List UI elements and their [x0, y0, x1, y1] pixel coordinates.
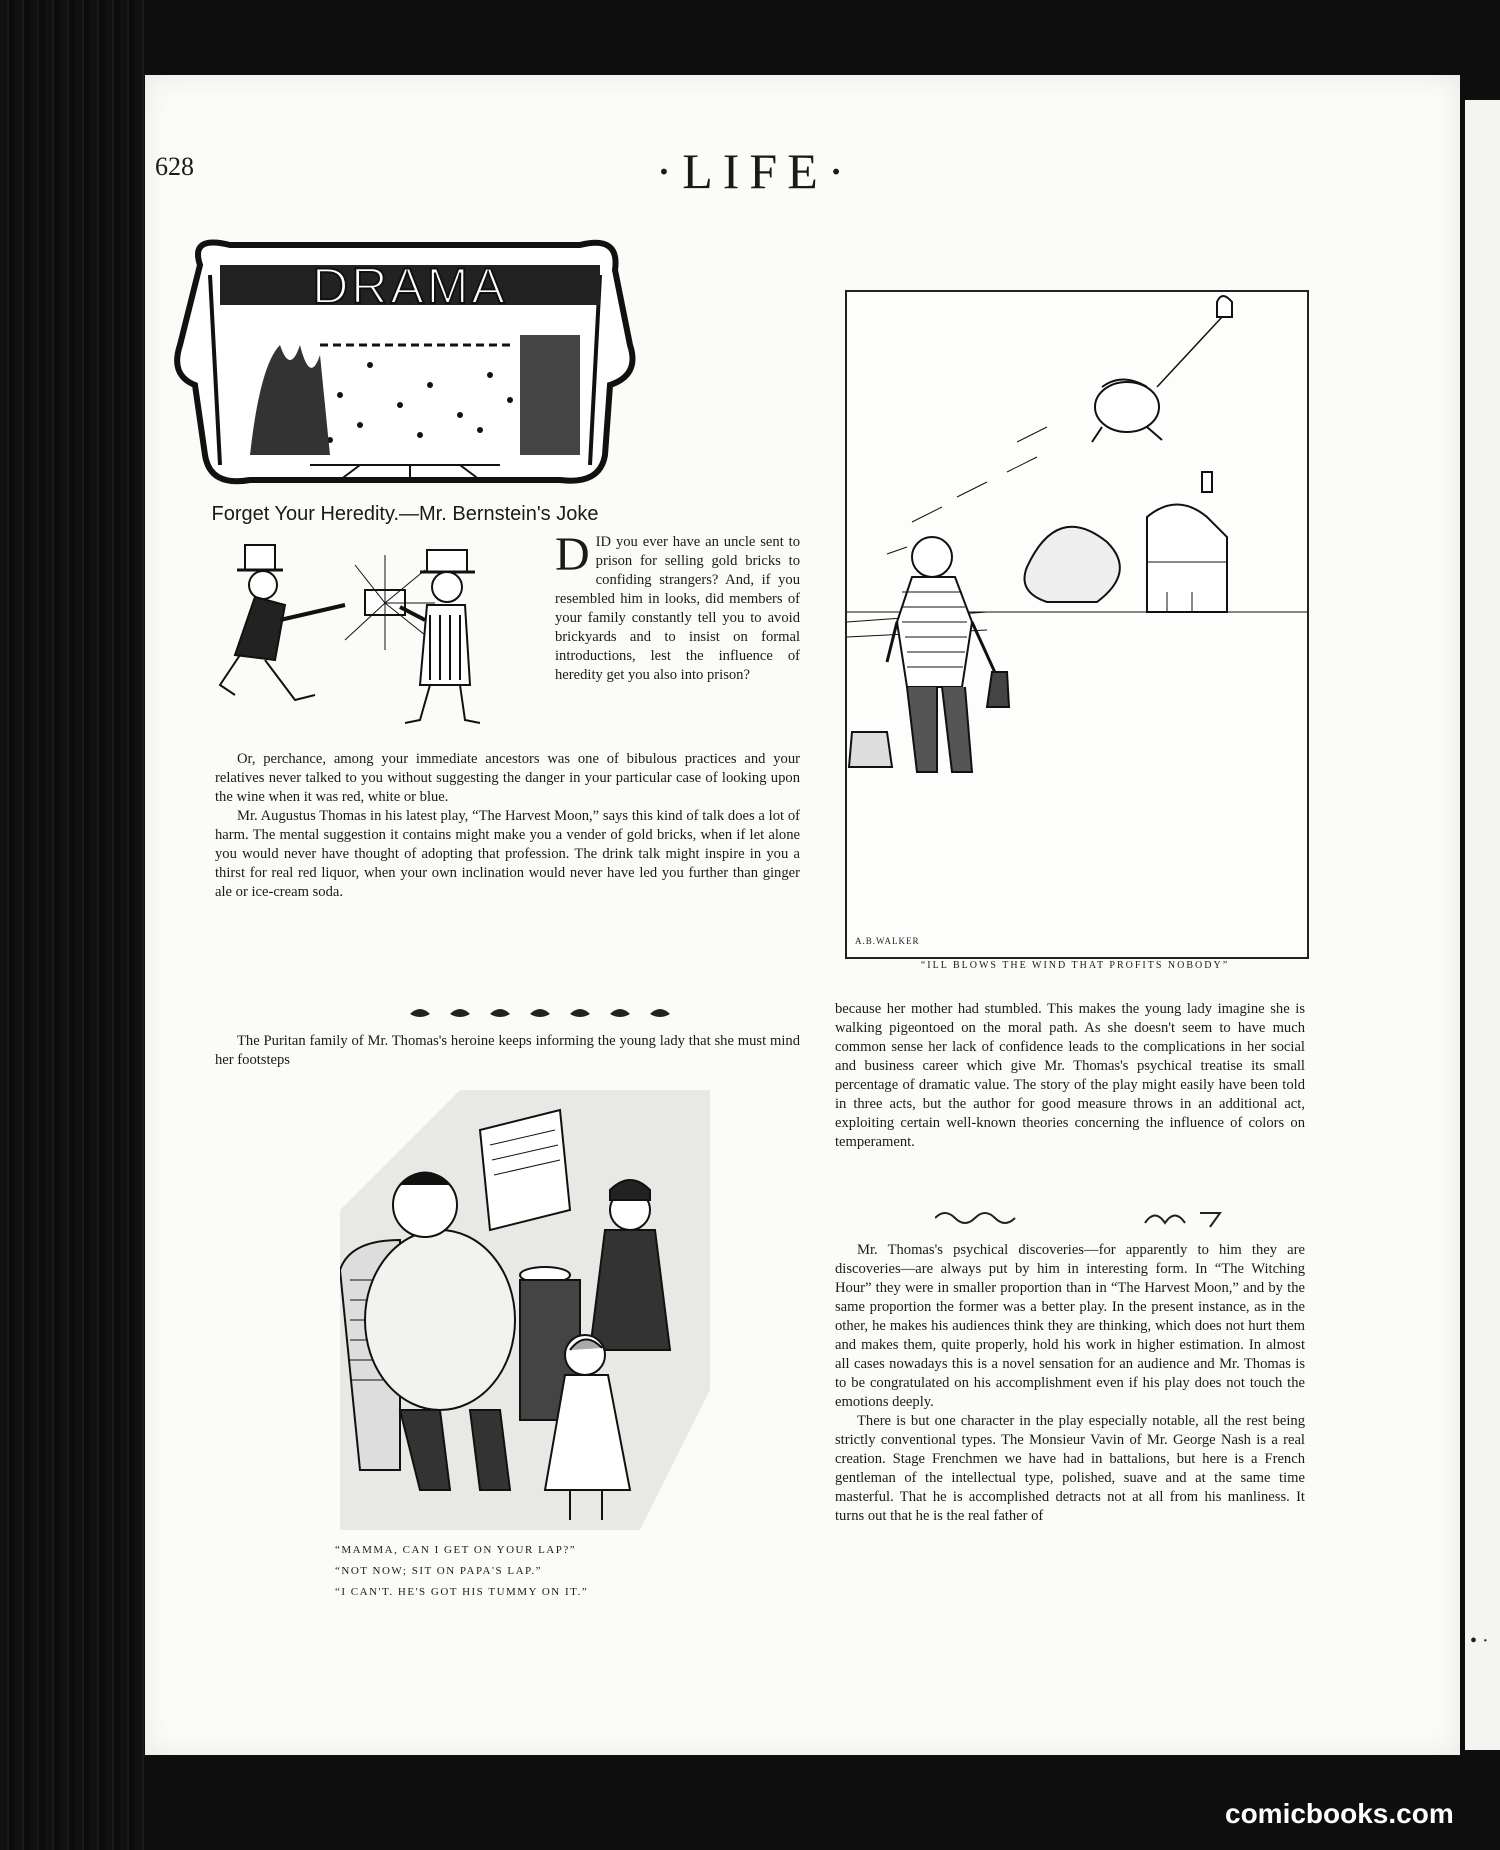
paragraph-ancestors: Or, perchance, among your immediate ancestors was one of bibulous practices and your relatives never talked to you without suggesting the danger in your particular case of looking upon the wine when it was red, white or blue. [215, 751, 800, 805]
family-cartoon-caption [335, 1540, 715, 1603]
paragraph-mother-stumbled: because her mother had stumbled. This makes the young lady imagine she is walking pigeontoed on the moral path. As she doesn't seem to have much common sense her lack of confidence leads to the complications in her social and business career which give Mr. Thomas's psychical treatise its small percentage of dramatic value. The story of the play might easily have been told in three acts, but the author for good measure throws in an additional act, exploiting certain well-known theories concerning the influence of colors on temperament. [835, 1001, 1305, 1150]
paragraph-psychical-discoveries: Mr. Thomas's psychical discoveries—for apparently to him they are discoveries—are always put by him in interesting form. In “The Witching Hour” they were in smaller proportion than in “The Harvest Moon,” and by the same proportion the former was a better play. In the present instance, as in the other, he makes his audiences think they are thinking, which does not hurt them and makes them, quite properly, hold his work in higher estimation. In almost all cases nowadays this is a novel sensation for an audience and Mr. Thomas is to be congratulated on his accomplishment even if his play does not touch the emotions deeply. [835, 1242, 1305, 1410]
intro-paragraph [555, 528, 800, 685]
section-divider-ornament-right [935, 1205, 1235, 1231]
caption-line-2: “NOT NOW; SIT ON PAPA'S LAP.” [335, 1565, 543, 1577]
scanner-edge [0, 0, 145, 1850]
paragraph-harvest-moon: Mr. Augustus Thomas in his latest play, “The Harvest Moon,” says this kind of talk does a lot of harm. The mental suggestion it contains might make you a vender of gold bricks, when if let alone you would never have thought of adopting that profession. The drink talk might inspire in you a thirst for real red liquor, when your own inclination would never have led you further than ginger ale or ice-cream soda. [215, 808, 800, 900]
wind-cartoon-signature: A.B.WALKER [855, 936, 920, 946]
drama-banner-illustration [160, 225, 650, 490]
wind-cartoon-illustration [847, 292, 1307, 957]
article-headline: Forget Your Heredity.—Mr. Bernstein's Joke [211, 503, 599, 525]
page-number: 628 [155, 152, 194, 181]
caption-line-1: “MAMMA, CAN I GET ON YOUR LAP?” [335, 1544, 577, 1556]
facing-page-edge [1465, 100, 1500, 1750]
paragraph-puritan-family: The Puritan family of Mr. Thomas's heroine keeps informing the young lady that she must mind her footsteps [215, 1033, 800, 1068]
wind-cartoon-frame [845, 290, 1309, 959]
intro-text: ID you ever have an uncle sent to prison for selling gold bricks to confiding strangers? And, if you resembled him in looks, did members of your family constantly tell you to avoid brickyards and to insist on formal introductions, lest the influence of heredity get you also into prison? [555, 534, 800, 683]
facing-page-marks: • · [1470, 1630, 1489, 1652]
paragraph-character-notable: There is but one character in the play especially notable, all the rest being strictly conventional types. The Monsieur Vavin of Mr. George Nash is a real creation. Stage Frenchmen we have had in battalions, but here is a French gentleman of the intellectual type, polished, suave and at the same time masterful. That he is accomplished detracts not at all from his manliness. It turns out that he is the real father of [835, 1413, 1305, 1524]
gold-brick-cartoon [215, 535, 545, 735]
masthead: ·LIFE· [655, 143, 855, 199]
drama-banner-title: DRAMA [312, 258, 508, 314]
wind-cartoon-caption: “ILL BLOWS THE WIND THAT PROFITS NOBODY” [920, 960, 1230, 971]
right-column-continuation [835, 1241, 1305, 1526]
left-column-continuation [215, 1032, 800, 1070]
section-divider-ornament [410, 1002, 680, 1024]
right-column-text [835, 1000, 1305, 1152]
watermark-logo: comicbooks.com [1225, 1798, 1454, 1829]
family-cartoon-illustration [340, 1090, 710, 1530]
drop-cap: D [555, 528, 590, 581]
caption-line-3: “I CAN'T. HE'S GOT HIS TUMMY ON IT.” [335, 1586, 589, 1598]
left-column-text [215, 750, 800, 902]
